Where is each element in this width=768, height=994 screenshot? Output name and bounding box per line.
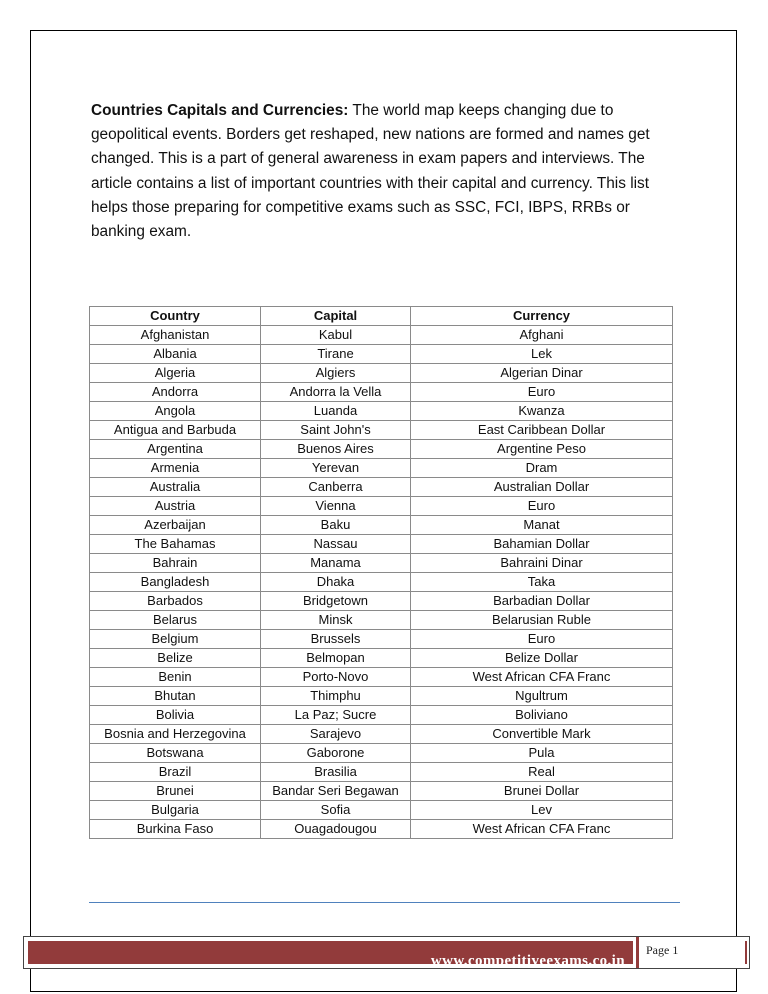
- table-row: [90, 459, 673, 478]
- cell-currency: West African CFA Franc: [411, 668, 673, 687]
- cell-capital: Brasilia: [261, 763, 411, 782]
- cell-currency: Lek: [411, 345, 673, 364]
- table-row: [90, 592, 673, 611]
- cell-currency: Bahraini Dinar: [411, 554, 673, 573]
- cell-country: Austria: [90, 497, 261, 516]
- cell-currency: Belarusian Ruble: [411, 611, 673, 630]
- page-number: Page 1: [646, 943, 679, 957]
- table-row: [90, 649, 673, 668]
- cell-capital: Gaborone: [261, 744, 411, 763]
- table-row: [90, 573, 673, 592]
- cell-country: Botswana: [90, 744, 261, 763]
- cell-capital: Buenos Aires: [261, 440, 411, 459]
- cell-currency: Dram: [411, 459, 673, 478]
- header-country: Country: [90, 307, 261, 326]
- cell-country: Bhutan: [90, 687, 261, 706]
- table-row: [90, 763, 673, 782]
- footer-separator: [636, 937, 639, 968]
- footer-right-mark: [745, 941, 747, 964]
- table-row: [90, 820, 673, 839]
- table-body: [90, 326, 673, 839]
- cell-country: Azerbaijan: [90, 516, 261, 535]
- cell-capital: Thimphu: [261, 687, 411, 706]
- table-row: [90, 782, 673, 801]
- cell-currency: Convertible Mark: [411, 725, 673, 744]
- cell-currency: Bahamian Dollar: [411, 535, 673, 554]
- cell-capital: Baku: [261, 516, 411, 535]
- cell-currency: Barbadian Dollar: [411, 592, 673, 611]
- cell-capital: Nassau: [261, 535, 411, 554]
- table-row: [90, 744, 673, 763]
- table-header-row: [90, 307, 673, 326]
- cell-currency: Real: [411, 763, 673, 782]
- table-row: [90, 801, 673, 820]
- table-row: [90, 440, 673, 459]
- header-capital: Capital: [261, 307, 411, 326]
- cell-currency: East Caribbean Dollar: [411, 421, 673, 440]
- footer-url-band: [28, 941, 636, 969]
- table-row: [90, 630, 673, 649]
- intro-heading: Countries Capitals and Currencies:: [91, 102, 349, 119]
- cell-currency: Taka: [411, 573, 673, 592]
- table-row: [90, 478, 673, 497]
- cell-capital: Algiers: [261, 364, 411, 383]
- cell-country: Afghanistan: [90, 326, 261, 345]
- cell-country: Australia: [90, 478, 261, 497]
- cell-country: Bolivia: [90, 706, 261, 725]
- cell-capital: Minsk: [261, 611, 411, 630]
- footer-bar: [23, 936, 750, 969]
- cell-country: Armenia: [90, 459, 261, 478]
- cell-country: Belarus: [90, 611, 261, 630]
- table-row: [90, 706, 673, 725]
- cell-capital: Sofia: [261, 801, 411, 820]
- cell-capital: Canberra: [261, 478, 411, 497]
- cell-capital: Sarajevo: [261, 725, 411, 744]
- cell-currency: Pula: [411, 744, 673, 763]
- table-row: [90, 402, 673, 421]
- cell-capital: Yerevan: [261, 459, 411, 478]
- cell-country: Benin: [90, 668, 261, 687]
- table-row: [90, 345, 673, 364]
- cell-capital: Saint John's: [261, 421, 411, 440]
- cell-country: The Bahamas: [90, 535, 261, 554]
- cell-currency: Lev: [411, 801, 673, 820]
- cell-capital: Kabul: [261, 326, 411, 345]
- cell-currency: Euro: [411, 497, 673, 516]
- cell-country: Barbados: [90, 592, 261, 611]
- cell-currency: West African CFA Franc: [411, 820, 673, 839]
- cell-country: Belgium: [90, 630, 261, 649]
- table-row: [90, 668, 673, 687]
- table-row: [90, 383, 673, 402]
- cell-currency: Manat: [411, 516, 673, 535]
- cell-country: Brunei: [90, 782, 261, 801]
- table-row: [90, 497, 673, 516]
- cell-country: Bahrain: [90, 554, 261, 573]
- table-row: [90, 725, 673, 744]
- footer-website: www.competitiveexams.co.in: [430, 953, 625, 969]
- cell-country: Burkina Faso: [90, 820, 261, 839]
- intro-paragraph: [91, 99, 681, 244]
- cell-country: Bangladesh: [90, 573, 261, 592]
- cell-country: Andorra: [90, 383, 261, 402]
- table-row: [90, 364, 673, 383]
- table-row: [90, 687, 673, 706]
- cell-capital: Bandar Seri Begawan: [261, 782, 411, 801]
- table-row: [90, 326, 673, 345]
- intro-body: The world map keeps changing due to geopolitical events. Borders get reshaped, new nations are formed and names get changed. This is a part of general awareness in exam papers and interviews. The article contains a list of important countries with their capital and currency. This list helps those preparing for competitive exams such as SSC, FCI, IBPS, RRBs or banking exam.: [91, 102, 650, 241]
- cell-country: Antigua and Barbuda: [90, 421, 261, 440]
- cell-capital: Brussels: [261, 630, 411, 649]
- cell-capital: Bridgetown: [261, 592, 411, 611]
- cell-capital: Ouagadougou: [261, 820, 411, 839]
- cell-country: Belize: [90, 649, 261, 668]
- cell-currency: Euro: [411, 383, 673, 402]
- cell-country: Argentina: [90, 440, 261, 459]
- cell-currency: Belize Dollar: [411, 649, 673, 668]
- cell-currency: Ngultrum: [411, 687, 673, 706]
- cell-currency: Brunei Dollar: [411, 782, 673, 801]
- cell-capital: Porto-Novo: [261, 668, 411, 687]
- cell-capital: Manama: [261, 554, 411, 573]
- cell-capital: Dhaka: [261, 573, 411, 592]
- footer-rule: [89, 902, 680, 903]
- cell-country: Bulgaria: [90, 801, 261, 820]
- table-row: [90, 535, 673, 554]
- cell-country: Bosnia and Herzegovina: [90, 725, 261, 744]
- cell-country: Brazil: [90, 763, 261, 782]
- cell-country: Algeria: [90, 364, 261, 383]
- cell-currency: Kwanza: [411, 402, 673, 421]
- cell-capital: Vienna: [261, 497, 411, 516]
- cell-currency: Australian Dollar: [411, 478, 673, 497]
- cell-capital: Belmopan: [261, 649, 411, 668]
- table-row: [90, 611, 673, 630]
- countries-table: [89, 306, 673, 839]
- header-currency: Currency: [411, 307, 673, 326]
- cell-currency: Boliviano: [411, 706, 673, 725]
- cell-country: Angola: [90, 402, 261, 421]
- cell-capital: Luanda: [261, 402, 411, 421]
- table-row: [90, 516, 673, 535]
- cell-capital: La Paz; Sucre: [261, 706, 411, 725]
- cell-capital: Tirane: [261, 345, 411, 364]
- cell-currency: Argentine Peso: [411, 440, 673, 459]
- cell-currency: Afghani: [411, 326, 673, 345]
- table-row: [90, 554, 673, 573]
- cell-currency: Euro: [411, 630, 673, 649]
- cell-capital: Andorra la Vella: [261, 383, 411, 402]
- table-row: [90, 421, 673, 440]
- cell-country: Albania: [90, 345, 261, 364]
- cell-currency: Algerian Dinar: [411, 364, 673, 383]
